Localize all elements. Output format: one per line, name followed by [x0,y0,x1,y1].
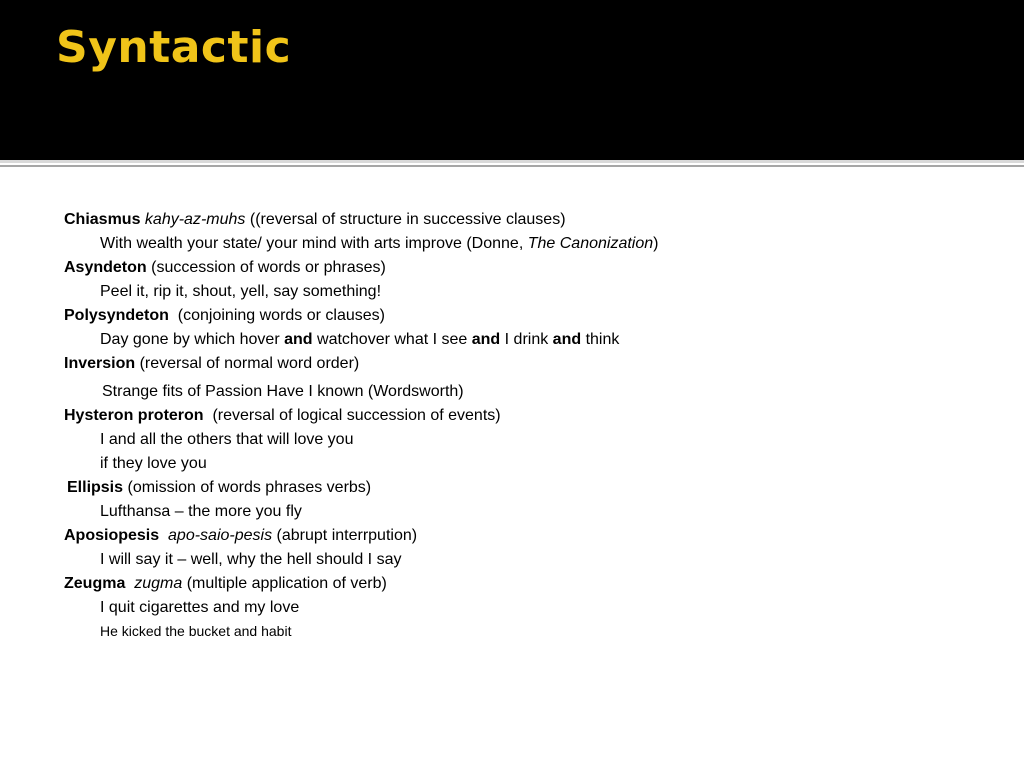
term-description: (multiple application of verb) [186,575,387,592]
asyndeton-example: Peel it, rip it, shout, yell, say something! [100,283,382,300]
term-description: ((reversal of structure in successive clauses) [249,211,566,228]
term-label: Inversion [64,355,136,372]
pronunciation: zugma [134,575,183,592]
polysyndeton-example: Day gone by which hover and watchover what I see and I drink and think [100,331,620,348]
term-label: Asyndeton [64,259,147,276]
ellipsis-definition [64,476,984,500]
asyndeton-definition [64,256,984,280]
polysyndeton-definition [64,304,984,328]
hysteron-proteron-definition [64,404,984,428]
hysteron-proteron-example-2: if they love you [100,455,207,472]
term-description: (omission of words phrases verbs) [127,479,372,496]
slide-title: Syntactic [56,22,292,73]
term-label: Chiasmus [64,211,141,228]
hysteron-proteron-example-1: I and all the others that will love you [100,431,354,448]
term-description: (reversal of normal word order) [139,355,360,372]
chiasmus-definition [64,208,984,232]
inversion-definition [64,352,984,376]
term-label: Aposiopesis [64,527,160,544]
pronunciation: kahy-az-muhs [144,211,246,228]
term-label: Polysyndeton [64,307,169,324]
work-title: The Canonization [527,235,654,252]
slide-body [64,208,984,642]
inversion-example: Strange fits of Passion Have I known (Wordsworth) [102,383,464,400]
term-label: Hysteron proteron [64,407,204,424]
zeugma-example-2: He kicked the bucket and habit [100,623,292,639]
term-description: (reversal of logical succession of events) [212,407,501,424]
title-bar [0,0,1024,160]
term-label: Ellipsis [67,479,124,496]
chiasmus-example: With wealth your state/ your mind with arts improve (Donne, The Canonization) [100,235,659,252]
term-description: (abrupt interrpution) [276,527,418,544]
aposiopesis-example: I will say it – well, why the hell should I say [100,551,402,568]
term-description: (conjoining words or clauses) [177,307,385,324]
zeugma-definition [64,572,984,596]
term-description: (succession of words or phrases) [151,259,386,276]
term-label: Zeugma [64,575,126,592]
ellipsis-example: Lufthansa – the more you fly [100,503,302,520]
zeugma-example-1: I quit cigarettes and my love [100,599,300,616]
divider-light [0,160,1024,163]
pronunciation: apo-saio-pesis [168,527,273,544]
divider-gray [0,165,1024,167]
aposiopesis-definition [64,524,984,548]
